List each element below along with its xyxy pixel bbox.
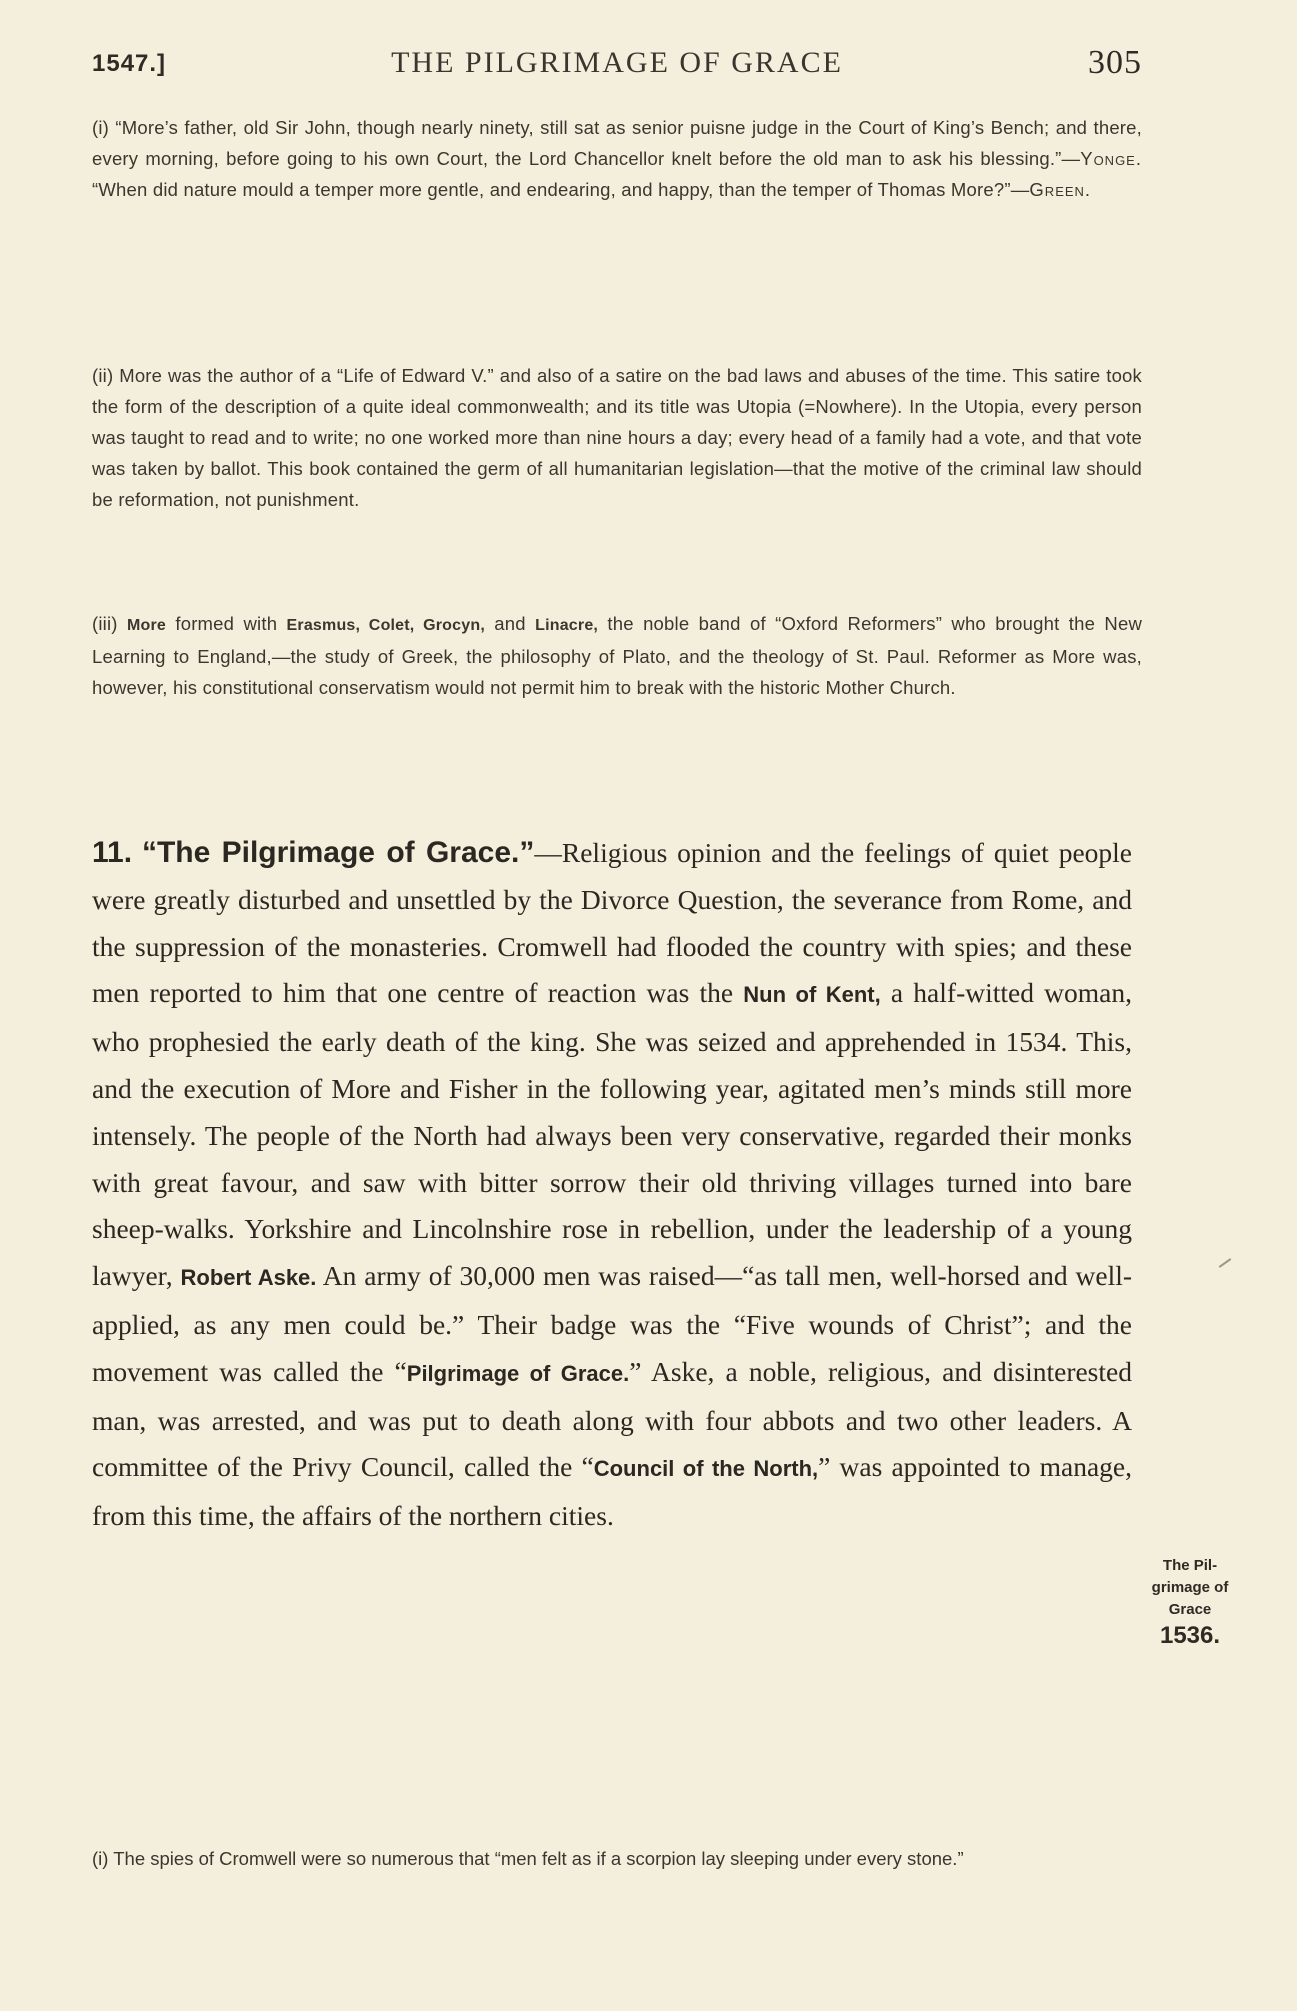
note-ii-marker: (ii) xyxy=(92,365,114,386)
note-i-author-2: Green. xyxy=(1029,179,1092,200)
note-ii xyxy=(92,360,1142,515)
keyword-nun-of-kent: Nun of Kent, xyxy=(743,982,881,1008)
section-11 xyxy=(92,830,1132,1540)
note-i-quote-2: “When did nature mould a temper more gentle, and endearing, and happy, than the temper of Thomas More?”— xyxy=(92,179,1030,200)
page-blemish xyxy=(1219,1258,1232,1268)
section-number: 11. xyxy=(92,836,133,869)
bottom-footnote xyxy=(92,1842,1132,1875)
note-iii-names: Erasmus, Colet, Grocyn, xyxy=(286,617,485,634)
margin-note-year: 1536. xyxy=(1159,1622,1221,1649)
note-ii-text: More was the author of a “Life of Edward V.” and also of a satire on the bad laws and abuses of the time. This satire took the form of the description of a quite ideal commonwealth; and its title was Utopia (=Nowhere). In the Utopia, every person was taught to read and to write; no one worked more than nine hours a day; every head of a family had a vote, and that vote was taken by ballot. This book contained the germ of all humanitarian legislation—that the motive of the criminal law should be reformation, not punishment. xyxy=(92,365,1142,510)
margin-note xyxy=(1135,1555,1245,1651)
note-iii xyxy=(92,608,1142,703)
keyword-council-of-the-north: Council of the North, xyxy=(593,1456,819,1482)
margin-note-line-2: grimage of xyxy=(1151,1579,1229,1596)
running-header xyxy=(92,40,1142,90)
margin-note-line-3: Grace xyxy=(1168,1601,1212,1618)
section-text-5: ” was appointed to manage, from this time, the affairs of the northern cities. xyxy=(92,1451,1132,1532)
margin-note-line-1: The Pil- xyxy=(1162,1557,1218,1574)
note-iii-linacre: Linacre, xyxy=(535,617,599,634)
section-text-1: —Religious opinion and the feelings of quiet people were greatly disturbed and unsettled by the Divorce Question, the severance from Rome, and the suppression of the monasteries. Cromwell had flooded the country with spies; and these men reported to him that one centre of reaction was the xyxy=(92,837,1132,1009)
note-iii-text-2: and xyxy=(484,613,536,634)
header-title: THE PILGRIMAGE OF GRACE xyxy=(391,46,843,79)
section-text-2: a half-witted woman, who prophesied the early death of the king. She was seized and apprehended in 1534. This, and the execution of More and Fisher in the following year, agitated men’s minds still more intensely. The people of the North had always been very conservative, regarded their monks with great favour, and saw with bitter sorrow their old thriving villages turned into bare sheep-walks. Yorkshire and Lincolnshire rose in rebellion, under the leadership of a young lawyer, xyxy=(92,977,1132,1292)
header-year: 1547.] xyxy=(92,50,167,77)
note-i xyxy=(92,112,1142,205)
bottom-footnote-text: (i) The spies of Cromwell were so numerous that “men felt as if a scorpion lay sleeping under every stone.” xyxy=(92,1848,964,1869)
keyword-robert-aske: Robert Aske. xyxy=(180,1265,317,1291)
note-iii-text-1: formed with xyxy=(166,613,287,634)
note-iii-marker: (iii) xyxy=(92,613,118,634)
section-text-3: An army of 30,000 men was raised—“as tall men, well-horsed and well-applied, as any men could be.” Their badge was the “Five wounds of Christ”; and the movement was called the “ xyxy=(92,1260,1133,1387)
note-iii-text-3: the noble band of “Oxford Reformers” who brought the New Learning to England,—the study of Greek, the philosophy of Plato, and the theology of St. Paul. Reformer as More was, however, his constitutional conservatism would not permit him to break with the historic Mother Church. xyxy=(92,613,1143,698)
note-i-author-1: Yonge. xyxy=(1080,148,1142,169)
keyword-pilgrimage-of-grace: Pilgrimage of Grace. xyxy=(406,1360,630,1386)
note-iii-more: More xyxy=(127,617,167,634)
note-i-quote-1: “More’s father, old Sir John, though nearly ninety, still sat as senior puisne judge in the Court of King’s Bench; and there, every morning, before going to his own Court, the Lord Chancellor knelt before the old man to ask his blessing.”— xyxy=(92,117,1142,169)
section-title: “The Pilgrimage of Grace.” xyxy=(141,836,535,869)
note-i-marker: (i) xyxy=(92,117,110,138)
page-number: 305 xyxy=(1088,44,1142,81)
section-text-4: ” Aske, a noble, religious, and disinterested man, was arrested, and was put to death along with four abbots and two other leaders. A committee of the Privy Council, called the “ xyxy=(92,1355,1132,1483)
